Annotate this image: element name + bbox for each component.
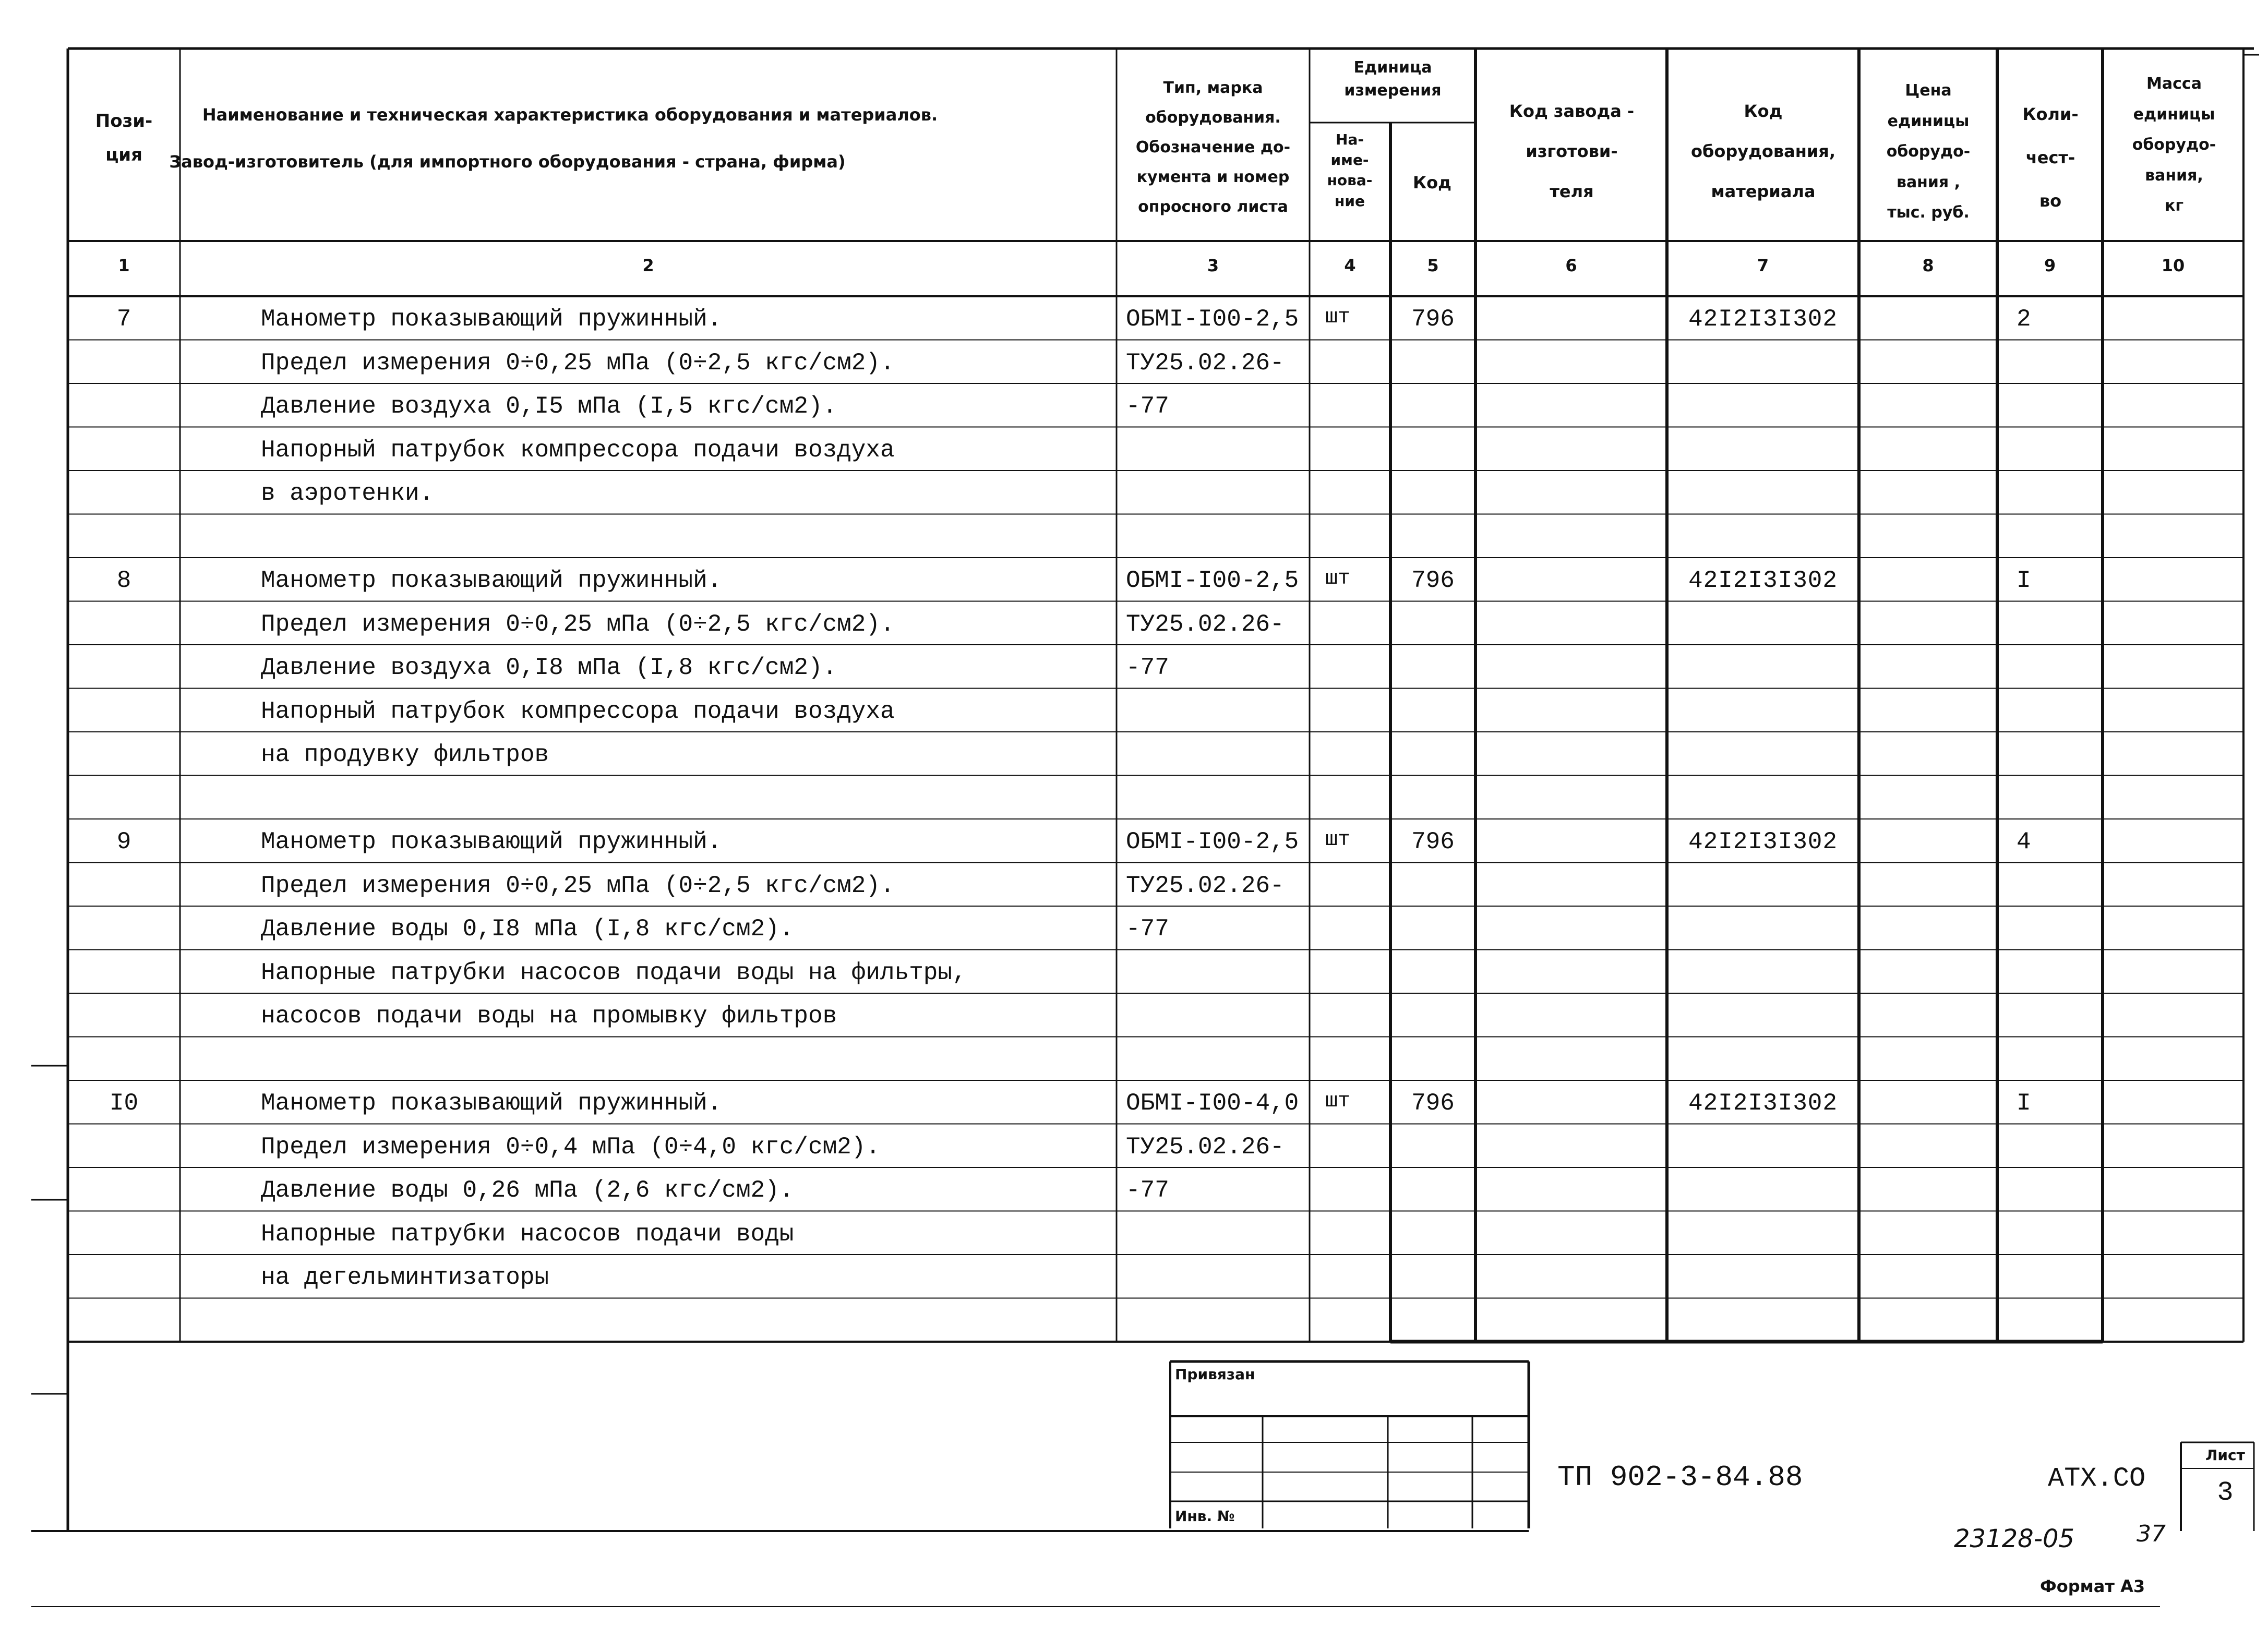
stamp-inventory: Инв. № — [1175, 1508, 1235, 1525]
item-description-line: Напорные патрубки насосов подачи воды — [261, 1220, 794, 1248]
item-type-line: ТУ25.02.26- — [1126, 1133, 1285, 1161]
column-number-10: 10 — [2161, 256, 2185, 275]
header-type: Тип, марка оборудования. Обозначение до- кумента и номер опросного листа — [1135, 79, 1291, 216]
stamp-sheet-label: Лист — [2205, 1447, 2245, 1464]
page-number: 37 — [2137, 1521, 2166, 1547]
header-name-line1: Наименование и техническая характеристика оборудования и материалов. — [202, 105, 938, 125]
item-unit-code: 796 — [1411, 1090, 1455, 1117]
item-unit-code: 796 — [1411, 828, 1455, 855]
item-equipment-code: 42I2I3I302 — [1688, 1090, 1838, 1117]
item-description-line: Манометр показывающий пружинный. — [261, 1090, 722, 1117]
column-number-2: 2 — [642, 256, 654, 275]
header-position: Пози- ция — [95, 111, 153, 165]
item-equipment-code: 42I2I3I302 — [1688, 306, 1838, 333]
stamp-doc-code: ТП 902-3-84.88 — [1557, 1461, 1803, 1494]
item-type-line: ОБМI-I00-2,5 — [1126, 306, 1299, 333]
column-number-9: 9 — [2044, 256, 2056, 275]
header-unit-code: Код — [1413, 173, 1451, 192]
item-quantity: 4 — [2017, 828, 2031, 855]
item-quantity: 2 — [2017, 306, 2031, 333]
item-type-line: ОБМI-I00-2,5 — [1126, 828, 1299, 855]
item-description-line: насосов подачи воды на промывку фильтров — [261, 1003, 837, 1030]
header-mass: Масса единицы оборудо- вания, кг — [2132, 75, 2216, 215]
item-description-line: Предел измерения 0÷0,4 мПа (0÷4,0 кгс/см2). — [261, 1133, 880, 1161]
item-unit: шт — [1325, 828, 1351, 852]
item-description-line: на дегельминтизаторы — [261, 1264, 549, 1291]
header-price: Цена единицы оборудо- вания , тыс. руб. — [1886, 81, 1971, 222]
item-description-line: в аэротенки. — [261, 480, 434, 507]
item-description-line: Предел измерения 0÷0,25 мПа (0÷2,5 кгс/см2). — [261, 872, 895, 899]
item-description-line: на продувку фильтров — [261, 741, 549, 768]
item-description-line: Манометр показывающий пружинный. — [261, 306, 722, 333]
stamp-grid — [1170, 1361, 2254, 1531]
item-description-line: Напорный патрубок компрессора подачи воздуха — [261, 436, 895, 464]
format-label: Формат А3 — [2040, 1576, 2145, 1596]
item-type-line: ТУ25.02.26- — [1126, 349, 1285, 377]
item-description-line: Манометр показывающий пружинный. — [261, 567, 722, 594]
column-number-8: 8 — [1922, 256, 1934, 275]
item-unit-code: 796 — [1411, 306, 1455, 333]
column-number-1: 1 — [118, 256, 130, 275]
header-name-line2: Завод-изготовитель (для импортного оборудования - страна, фирма) — [169, 152, 846, 172]
item-description-line: Давление воздуха 0,I5 мПа (I,5 кгс/см2). — [261, 393, 837, 420]
item-type-line: ТУ25.02.26- — [1126, 872, 1285, 899]
item-description-line: Предел измерения 0÷0,25 мПа (0÷2,5 кгс/см2). — [261, 610, 895, 638]
item-description-line: Давление воздуха 0,I8 мПа (I,8 кгс/см2). — [261, 654, 837, 681]
header-factory-code: Код завода - изготови- теля — [1509, 101, 1635, 201]
item-position: 8 — [116, 567, 131, 594]
item-type-line: -77 — [1126, 654, 1169, 681]
item-position: 9 — [116, 828, 131, 855]
column-number-6: 6 — [1565, 256, 1577, 275]
column-number-3: 3 — [1207, 256, 1219, 275]
item-description-line: Манометр показывающий пружинный. — [261, 828, 722, 855]
item-description-line: Напорный патрубок компрессора подачи воздуха — [261, 697, 895, 725]
item-equipment-code: 42I2I3I302 — [1688, 567, 1838, 594]
item-position: 7 — [116, 306, 131, 333]
header-unit-name: На- име- нова- ние — [1327, 131, 1373, 210]
item-quantity: I — [2017, 1090, 2031, 1117]
item-equipment-code: 42I2I3I302 — [1688, 828, 1838, 855]
item-type-line: ТУ25.02.26- — [1126, 610, 1285, 638]
column-number-7: 7 — [1757, 256, 1769, 275]
item-unit: шт — [1325, 306, 1351, 329]
header-unit-group: Единица измерения — [1344, 58, 1442, 100]
header-quantity: Коли- чест- во — [2022, 104, 2079, 211]
item-type-line: ОБМI-I00-2,5 — [1126, 567, 1299, 594]
archive-number: 23128-05 — [1954, 1524, 2075, 1553]
column-number-5: 5 — [1427, 256, 1439, 275]
table-grid — [31, 49, 2259, 1607]
item-unit: шт — [1325, 567, 1351, 590]
column-number-4: 4 — [1344, 256, 1356, 275]
item-description-line: Давление воды 0,I8 мПа (I,8 кгс/см2). — [261, 915, 794, 943]
item-type-line: -77 — [1126, 1177, 1169, 1204]
item-description-line: Предел измерения 0÷0,25 мПа (0÷2,5 кгс/см2). — [261, 349, 895, 377]
stamp-privyazan: Привязан — [1175, 1366, 1255, 1383]
stamp-sheet-number: 3 — [2217, 1477, 2234, 1508]
item-description-line: Давление воды 0,26 мПа (2,6 кгс/см2). — [261, 1177, 794, 1204]
item-type-line: -77 — [1126, 393, 1169, 420]
item-position: I0 — [109, 1090, 139, 1117]
header-equipment-code: Код оборудования, материала — [1691, 101, 1835, 201]
item-type-line: ОБМI-I00-4,0 — [1126, 1090, 1299, 1117]
item-unit: шт — [1325, 1090, 1351, 1113]
item-description-line: Напорные патрубки насосов подачи воды на фильтры, — [261, 959, 967, 986]
stamp-mark: АТХ.СО — [2048, 1463, 2146, 1494]
item-unit-code: 796 — [1411, 567, 1455, 594]
item-type-line: -77 — [1126, 915, 1169, 943]
item-quantity: I — [2017, 567, 2031, 594]
